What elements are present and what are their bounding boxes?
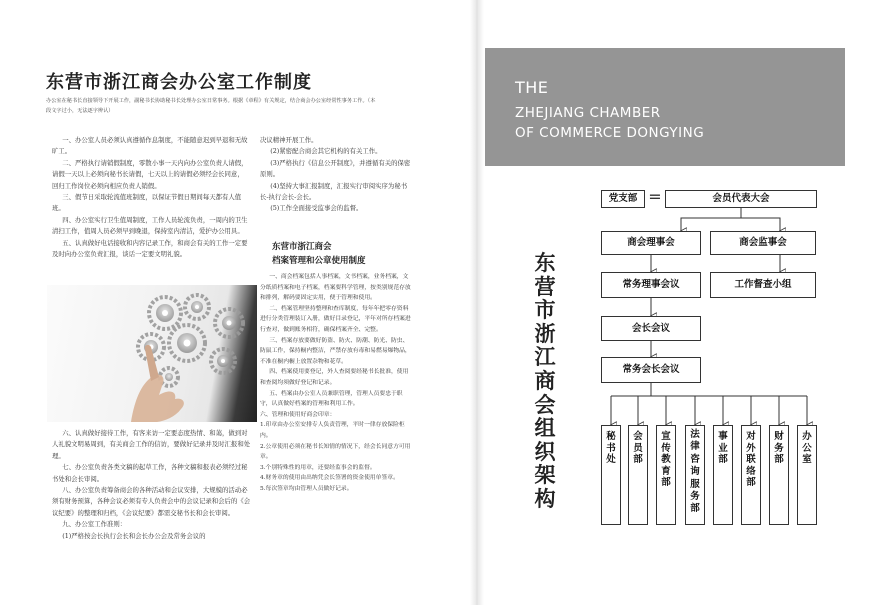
title-char: 架 <box>534 463 556 488</box>
dept-char: 部 <box>633 454 643 465</box>
dept-char: 询 <box>690 466 700 478</box>
dept-char: 书 <box>606 442 616 454</box>
department-external-liaison <box>741 425 761 525</box>
title-char: 浙 <box>534 321 556 346</box>
dept-char: 会 <box>633 431 643 442</box>
dept-char: 务 <box>690 491 700 503</box>
dept-char: 事 <box>718 431 728 442</box>
paragraph: (3)严格执行《信息公开制度》，并遵循有关的保密原则。 <box>260 158 411 179</box>
title-char: 构 <box>534 486 556 511</box>
title-char: 织 <box>534 439 556 464</box>
presidents-meeting-box: 会长会议 <box>601 316 701 341</box>
title-char: 会 <box>534 392 556 417</box>
dept-char: 服 <box>690 478 700 490</box>
standing-presidents-meeting-box: 常务会长会议 <box>601 357 701 383</box>
banner-line-3: OF COMMERCE DONGYING <box>515 125 705 141</box>
title-char: 东 <box>534 251 556 275</box>
title-char: 江 <box>534 345 556 370</box>
supervisory-board-box: 商会监事会 <box>710 231 816 255</box>
dept-char: 公 <box>802 442 812 454</box>
paragraph: 3.个别特殊性的用章，还要经监事会的监督。 <box>260 464 376 471</box>
paragraph: (2)紧密配合商会其它机构的有关工作。 <box>270 147 382 156</box>
paragraph: 一、办公室人员必须认真遵循作息制度，不能随意迟到早退和无故旷工。 <box>52 136 248 156</box>
paragraph: 七、办公室负责各类文稿的起草工作，各种文稿和报表必须经过秘书处和会长审阅。 <box>52 463 248 483</box>
paragraph: 1.印章由办公室安排专人负责管理，平时一律存放保险柜内。 <box>260 422 405 439</box>
dept-char: 员 <box>633 442 643 454</box>
paragraph: 决议精神开展工作。 <box>260 136 318 144</box>
department-membership <box>628 425 648 525</box>
section-title-line2: 档案管理和公章使用制度 <box>272 256 366 266</box>
department-business <box>713 425 733 525</box>
dept-char: 财 <box>774 431 784 442</box>
paragraph: 二、档案管理坚持整理和查库制度，每年年把零存资料进行分类管理装订入册，做好目录登记，平年对所存档案进行查对，做到账务相符，确保档案齐全、完整。 <box>260 305 411 333</box>
department-secretariat <box>601 425 621 525</box>
banner-line-1: THE <box>515 78 549 97</box>
title-char: 商 <box>534 368 556 393</box>
office-regulations-intro: 办公室在秘书长直接领导下开展工作，副秘书长协助秘书长处理办公室日常事务。根据《章程》有关规定，结合商会办公室经常性事务工作。（本段文字过小，无法逐字辨认） <box>46 98 376 114</box>
paragraph: 六、管理和使用好商会印章： <box>260 411 336 418</box>
members-congress-box: 会员代表大会 <box>665 190 817 208</box>
dept-char: 部 <box>661 477 671 488</box>
paragraph: 九、办公室工作准则： <box>62 520 127 529</box>
dept-char: 部 <box>746 477 756 488</box>
dept-char: 部 <box>690 503 700 515</box>
paragraph: 5.每次签章均由管理人员做好记录。 <box>260 485 353 492</box>
dept-char: 法 <box>690 429 700 440</box>
banner-line-2: ZHEJIANG CHAMBER <box>515 105 661 121</box>
dept-char: 部 <box>774 454 784 465</box>
paragraph: 四、档案使用要登记，外人查阅要经秘书长批准，使用和查阅均须做好登记和记录。 <box>260 369 409 386</box>
paragraph: 五、档案由办公室人员兼职管理，管理人员要忠于职守，认真做好档案的管理和利用工作。 <box>260 390 403 408</box>
council-box: 商会理事会 <box>601 231 701 255</box>
dept-char: 咨 <box>690 453 700 465</box>
department-publicity-education <box>656 425 676 525</box>
paragraph: 三、档案存放要做好防盗、防火、防潮、防光、防虫、防鼠工作，保持橱内整洁，严禁存放有毒和易燃易爆物品，不准在橱内橱上放置杂物和花草。 <box>260 337 411 365</box>
dept-char: 络 <box>746 465 756 477</box>
paragraph: (1)严格按会长执行会长和会长办公会及常务会议的 <box>62 531 206 540</box>
department-finance <box>769 425 789 525</box>
paragraph: 六、认真做好接待工作，有客来访一定要态度热情、和蔼，做到对人礼貌文明易周到，有关商会工作的信访，要做好记录并及时汇报和处理。 <box>52 429 251 460</box>
dept-char: 外 <box>746 442 756 454</box>
paragraph: (5)工作全面接受监事会的监督。 <box>270 204 363 213</box>
paragraph: 二、严格执行请销假制度，零散小事一天内向办公室负责人请假，请假一天以上必须向秘书长请假，七天以上的请假必须经会长同意，回归工作岗位必须向相应负责人销假。 <box>52 158 248 190</box>
title-char: 市 <box>534 298 556 323</box>
dept-char: 部 <box>718 454 728 465</box>
dept-char: 室 <box>802 454 812 465</box>
title-char: 营 <box>534 274 556 299</box>
paragraph: 一、商会档案包括人事档案，文书档案，业务档案，文分纸质档案和电子档案，档案要科学管理，按类别规范存放和排列，解码要固定实用，便于管理和使用。 <box>260 274 411 302</box>
paragraph: 四、办公室实行卫生值周制度，工作人员轮流负责，一周内的卫生清扫工作，值周人员必须早到晚退，保持室内清洁，爱护办公用具。 <box>52 215 248 236</box>
party-branch-box: 党支部 <box>601 190 645 208</box>
equals-sign: = <box>648 187 662 206</box>
paragraph: 4.财务章的使用由出纳凭会长签署的资金使用单签章。 <box>260 475 399 482</box>
standing-council-box: 常务理事会议 <box>601 272 701 298</box>
paragraph: (4)坚持大事汇报制度，汇报实行审阅实序为秘书长-执行会长-会长。 <box>260 181 408 202</box>
dept-char: 传 <box>661 442 671 454</box>
dept-char: 律 <box>690 441 700 453</box>
paragraph: 三、假节日采取轮流值班制度，以保证节假日期间每天都有人值班。 <box>52 193 242 213</box>
dept-char: 育 <box>661 465 671 477</box>
dept-char: 秘 <box>606 431 616 442</box>
dept-char: 务 <box>774 442 784 454</box>
dept-char: 教 <box>661 454 671 465</box>
paragraph: 2.公章使用必须在秘书长知情的情况下，经会长同意方可用章。 <box>260 443 411 461</box>
dept-char: 联 <box>746 454 756 465</box>
dept-char: 对 <box>746 431 756 442</box>
work-supervision-group-box: 工作督查小组 <box>710 272 816 298</box>
section-title-line1: 东营市浙江商会 <box>272 242 332 252</box>
paragraph: 八、办公室负责筹备商会的各种活动和会议安排，大规模的活动必须有财务预算，各种会议必须有专人负责会中的会议记录和会后的《会议纪要》的整理和归档，《会议纪要》都需交秘书长和会长审阅。 <box>52 486 251 517</box>
dept-char: 宣 <box>661 431 671 442</box>
dept-char: 办 <box>802 431 812 442</box>
dept-char: 业 <box>718 442 728 454</box>
dept-char: 处 <box>606 454 616 465</box>
department-legal-services <box>685 425 705 525</box>
title-char: 组 <box>534 416 556 441</box>
department-office <box>797 425 817 525</box>
paragraph: 五、认真做好电话接收和内容记录工作，和商会有关的工作一定要及时向办公室负责汇报，谈话一定要文明礼貌。 <box>52 238 248 259</box>
office-regulations-title: 东营市浙江商会办公室工作制度 <box>46 72 312 93</box>
